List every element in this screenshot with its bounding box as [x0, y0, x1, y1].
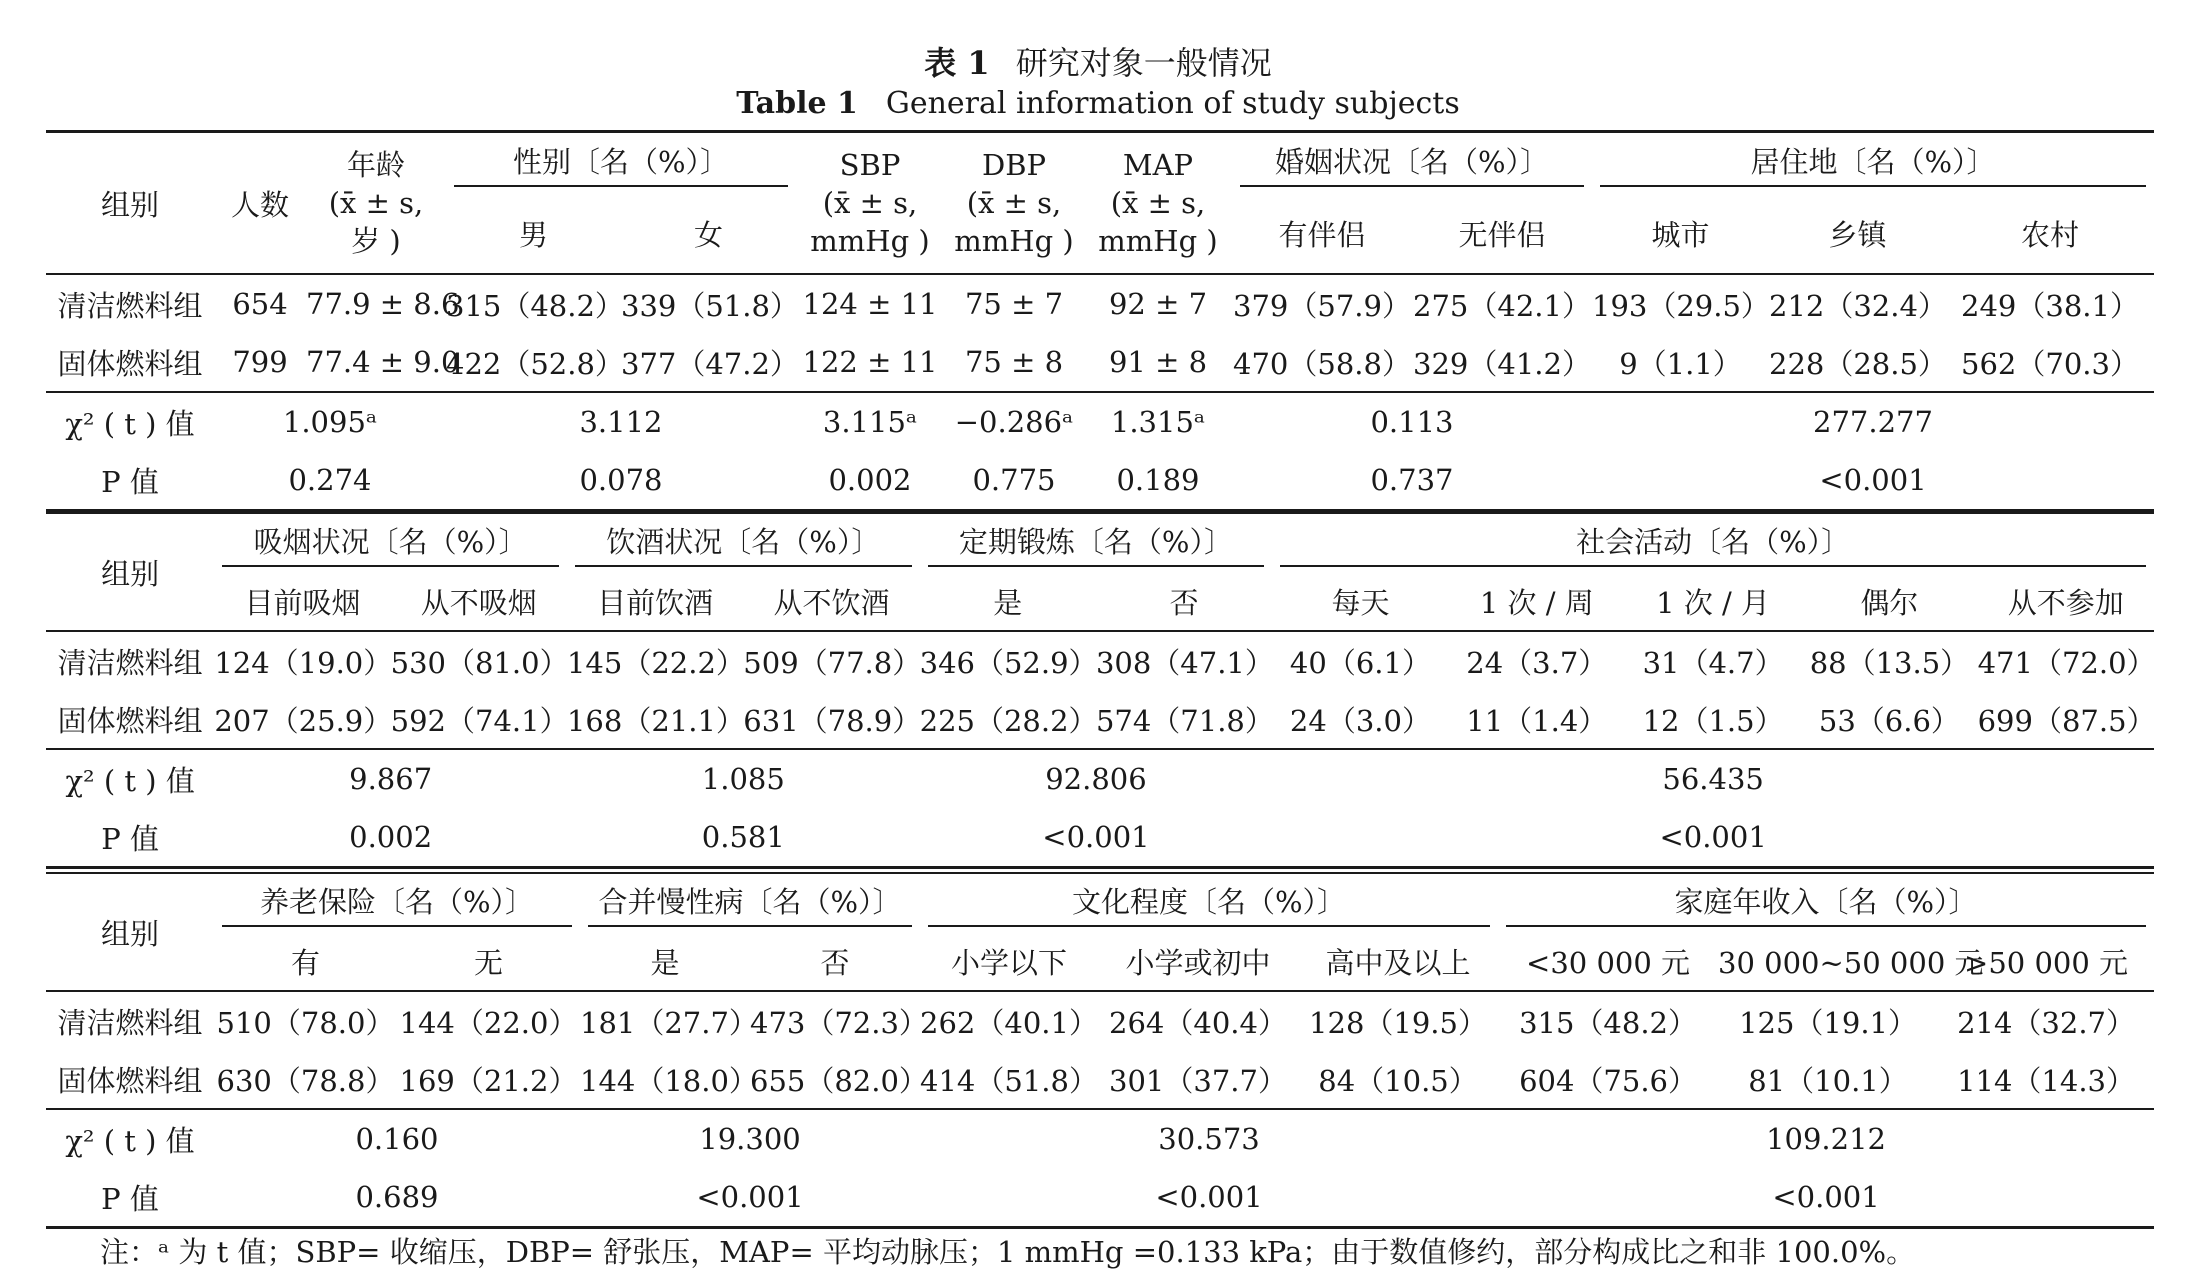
stat-cell: <0.001	[696, 1180, 804, 1214]
row-label: 固体燃料组	[46, 690, 214, 749]
data-cell: 53（6.6）	[1801, 690, 1977, 749]
data-cell: 574（71.8）	[1096, 690, 1272, 749]
table-row-p	[46, 1168, 2154, 1228]
row-label: χ² ( t ) 值	[65, 406, 195, 441]
data-cell: 414（51.8）	[920, 1050, 1098, 1109]
data-cell: 11（1.4）	[1449, 690, 1625, 749]
data-cell: 124 ± 11	[802, 287, 938, 321]
stat-cell: <0.001	[1819, 463, 1927, 497]
header-marital: 婚姻状况〔名（%）〕	[1232, 132, 1592, 194]
header-smoking: 吸烟状况〔名（%）〕	[214, 513, 567, 572]
subheader-cell: 男	[518, 217, 548, 252]
table-row-chi	[46, 749, 2154, 808]
stat-cell: 0.189	[1116, 463, 1200, 497]
header-income: 家庭年收入〔名（%）〕	[1498, 873, 2154, 932]
stat-cell: 9.867	[349, 762, 433, 796]
subheader-cell: 1 次 / 周	[1479, 585, 1594, 620]
header-map: MAP (x̄ ± s, mmHg )	[1098, 148, 1218, 258]
table-row-clean	[46, 274, 2154, 333]
data-cell: 125（19.1）	[1739, 1005, 1917, 1040]
stat-cell: 0.078	[579, 463, 663, 497]
data-cell: 510（78.0）	[216, 1005, 395, 1040]
data-cell: 77.9 ± 8.6	[306, 287, 460, 321]
row-label: 清洁燃料组	[57, 645, 203, 680]
subheader-cell: 偶尔	[1860, 585, 1919, 620]
header-pension: 养老保险〔名（%）〕	[214, 873, 580, 932]
header-group: 组别	[100, 187, 159, 222]
data-cell: 592（74.1）	[391, 690, 567, 749]
data-cell: 655（82.0）	[750, 1050, 920, 1109]
data-cell: 604（75.6）	[1498, 1050, 1718, 1109]
table-row-clean	[46, 991, 2154, 1050]
table-section-socioeconomic	[46, 872, 2154, 1229]
header-dbp: DBP (x̄ ± s, mmHg )	[954, 148, 1074, 258]
data-cell: 31（4.7）	[1642, 645, 1784, 680]
subheader-cell: 否	[820, 945, 850, 980]
row-label: 清洁燃料组	[57, 288, 203, 323]
stat-cell: 3.112	[579, 405, 663, 439]
data-cell: 264（40.4）	[1109, 1005, 1287, 1040]
stat-cell: 0.002	[349, 820, 433, 854]
data-cell: 315（48.2）	[1519, 1005, 1697, 1040]
stat-cell: 92.806	[1045, 762, 1147, 796]
table-title-en	[0, 86, 2196, 121]
table-number-cn: 表 1	[924, 44, 990, 82]
row-label: P 值	[101, 1181, 159, 1216]
subheader-cell: 小学以下	[950, 945, 1067, 980]
data-cell: 377（47.2）	[621, 333, 796, 392]
stat-cell: 0.689	[355, 1180, 439, 1214]
data-cell: 249（38.1）	[1961, 288, 2139, 323]
data-cell: 262（40.1）	[920, 1005, 1098, 1040]
row-label: P 值	[101, 464, 159, 499]
data-cell: 562（70.3）	[1946, 333, 2154, 392]
stat-cell: 1.085	[701, 762, 785, 796]
subheader-cell: 目前饮酒	[597, 585, 714, 620]
subheader-cell: >50 000 元	[1964, 945, 2129, 980]
data-cell: 301（37.7）	[1098, 1050, 1298, 1109]
subheader-cell: 无	[473, 945, 503, 980]
table-caption-cn: 研究对象一般情况	[1015, 44, 1272, 82]
subheader-cell: 农村	[2020, 217, 2079, 252]
table-row-solid	[46, 1050, 2154, 1109]
data-cell: 212（32.4）	[1769, 288, 1947, 323]
subheader-cell: 从不饮酒	[773, 585, 890, 620]
subheader-cell: 女	[693, 217, 723, 252]
data-cell: 114（14.3）	[1938, 1050, 2154, 1109]
table-section-demographics	[46, 130, 2154, 512]
data-cell: 315（48.2）	[446, 288, 624, 323]
data-cell: 473（72.3）	[750, 1005, 928, 1040]
header-drinking: 饮酒状况〔名（%）〕	[567, 513, 920, 572]
header-education: 文化程度〔名（%）〕	[920, 873, 1498, 932]
data-cell: 91 ± 8	[1084, 333, 1232, 392]
data-cell: 9（1.1）	[1592, 333, 1769, 392]
row-label: P 值	[101, 821, 160, 856]
data-cell: 128（19.5）	[1309, 1005, 1487, 1040]
data-cell: 308（47.1）	[1095, 645, 1274, 680]
data-cell: 144（18.0）	[580, 1050, 750, 1109]
stat-cell: 109.212	[1766, 1122, 1886, 1156]
table-row-solid	[46, 333, 2154, 392]
data-cell: 40（6.1）	[1289, 645, 1431, 680]
subheader-cell: 无伴侣	[1458, 217, 1546, 252]
data-cell: 630（78.8）	[214, 1050, 397, 1109]
subheader-cell: 乡镇	[1828, 217, 1887, 252]
table-row-chi	[46, 392, 2154, 451]
data-cell: 88（13.5）	[1809, 645, 1970, 680]
data-cell: 530（81.0）	[390, 645, 569, 680]
subheader-cell: 从不参加	[2007, 585, 2124, 620]
stat-cell: 277.277	[1813, 405, 1933, 439]
data-cell: 12（1.5）	[1625, 690, 1801, 749]
subheader-cell: 否	[1169, 585, 1199, 620]
subheader-cell: 1 次 / 月	[1656, 585, 1771, 620]
data-cell: 654	[232, 287, 288, 321]
table-footnote: 注：ᵃ 为 t 值；SBP= 收缩压，DBP= 舒张压，MAP= 平均动脉压；1 mmHg =0.133 kPa；由于数值修约，部分构成比之和非 100.0%。	[100, 1235, 1916, 1269]
stat-cell: 3.115ᵃ	[822, 405, 918, 439]
data-cell: 144（22.0）	[399, 1005, 578, 1040]
header-age: 年龄 (x̄ ± s, 岁 )	[328, 148, 424, 258]
data-cell: 124（19.0）	[214, 645, 393, 680]
table-row-chi	[46, 1109, 2154, 1168]
stat-cell: 0.160	[355, 1122, 439, 1156]
data-cell: 75 ± 7	[964, 287, 1064, 321]
data-cell: 193（29.5）	[1592, 288, 1770, 323]
data-cell: 329（41.2）	[1412, 333, 1592, 392]
subheader-cell: 有伴侣	[1278, 217, 1366, 252]
table-row-clean	[46, 631, 2154, 690]
stat-cell: 56.435	[1662, 762, 1764, 796]
data-cell: 24（3.0）	[1272, 690, 1448, 749]
subheader-cell: 是	[650, 945, 680, 980]
header-exercise: 定期锻炼〔名（%）〕	[920, 513, 1273, 572]
subheader-cell: 30 000~50 000 元	[1718, 945, 1984, 980]
data-cell: 509（77.8）	[743, 645, 922, 680]
data-cell: 77.4 ± 9.0	[306, 333, 446, 392]
data-cell: 699（87.5）	[1978, 690, 2154, 749]
subheader-cell: 目前吸烟	[244, 585, 361, 620]
header-residence: 居住地〔名（%）〕	[1592, 132, 2154, 194]
stat-cell: <0.001	[1772, 1180, 1880, 1214]
data-cell: 346（52.9）	[919, 645, 1098, 680]
table-row-p	[46, 808, 2154, 868]
stat-cell: 1.095ᵃ	[282, 405, 378, 439]
subheader-cell: 每天	[1331, 585, 1390, 620]
data-cell: 24（3.7）	[1466, 645, 1608, 680]
stat-cell: −0.286ᵃ	[954, 405, 1074, 439]
data-cell: 228（28.5）	[1769, 333, 1946, 392]
subheader-cell: 高中及以上	[1325, 945, 1471, 980]
data-cell: 339（51.8）	[621, 288, 799, 323]
subheader-cell: 是	[993, 585, 1023, 620]
stat-cell: 0.581	[701, 820, 785, 854]
subheader-cell: 有	[290, 945, 320, 980]
subheader-cell: 城市	[1651, 217, 1710, 252]
stat-cell: 0.274	[288, 463, 372, 497]
table-number-en: Table 1	[736, 86, 858, 121]
data-cell: 225（28.2）	[920, 690, 1096, 749]
data-cell: 84（10.5）	[1298, 1050, 1498, 1109]
stat-cell: 0.002	[828, 463, 912, 497]
table-section-lifestyle	[46, 512, 2154, 869]
data-cell: 631（78.9）	[743, 690, 919, 749]
stat-cell: 0.737	[1370, 463, 1454, 497]
data-cell: 799	[214, 333, 306, 392]
stat-cell: <0.001	[1155, 1180, 1263, 1214]
data-cell: 169（21.2）	[397, 1050, 580, 1109]
stat-cell: <0.001	[1659, 820, 1767, 854]
stat-cell: <0.001	[1042, 820, 1150, 854]
row-label: 清洁燃料组	[57, 1005, 203, 1040]
header-sbp: SBP (x̄ ± s, mmHg )	[810, 148, 930, 258]
data-cell: 181（27.7）	[580, 1005, 758, 1040]
data-cell: 145（22.2）	[566, 645, 745, 680]
header-sex: 性别〔名（%）〕	[446, 132, 796, 194]
table-row-p	[46, 451, 2154, 511]
data-cell: 207（25.9）	[214, 690, 390, 749]
header-group: 组别	[100, 916, 159, 951]
subheader-cell: 小学或初中	[1125, 945, 1271, 980]
row-label: 固体燃料组	[46, 1050, 214, 1109]
table-title-cn	[0, 38, 2196, 84]
subheader-cell: 从不吸烟	[420, 585, 537, 620]
data-cell: 379（57.9）	[1233, 288, 1411, 323]
row-label: χ² ( t ) 值	[65, 763, 195, 798]
table-caption-en: General information of study subjects	[885, 86, 1460, 121]
stat-cell: 1.315ᵃ	[1110, 405, 1206, 439]
data-cell: 81（10.1）	[1718, 1050, 1938, 1109]
header-group: 组别	[101, 556, 160, 591]
data-cell: 75 ± 8	[944, 333, 1084, 392]
data-cell: 471（72.0）	[1977, 645, 2156, 680]
row-label: χ² ( t ) 值	[65, 1123, 195, 1158]
table-row-solid	[46, 690, 2154, 749]
data-cell: 470（58.8）	[1232, 333, 1412, 392]
row-label: 固体燃料组	[46, 333, 214, 392]
header-chronic: 合并慢性病〔名（%）〕	[580, 873, 920, 932]
stat-cell: 19.300	[699, 1122, 801, 1156]
stat-cell: 0.775	[972, 463, 1056, 497]
data-cell: 92 ± 7	[1108, 287, 1208, 321]
data-cell: 422（52.8）	[446, 333, 621, 392]
subheader-cell: <30 000 元	[1526, 945, 1691, 980]
stat-cell: 0.113	[1370, 405, 1454, 439]
data-cell: 275（42.1）	[1413, 288, 1591, 323]
data-cell: 122 ± 11	[796, 333, 944, 392]
stat-cell: 30.573	[1158, 1122, 1260, 1156]
data-cell: 214（32.7）	[1957, 1005, 2135, 1040]
header-social: 社会活动〔名（%）〕	[1272, 513, 2154, 572]
data-cell: 168（21.1）	[567, 690, 743, 749]
header-count: 人数	[230, 187, 289, 222]
